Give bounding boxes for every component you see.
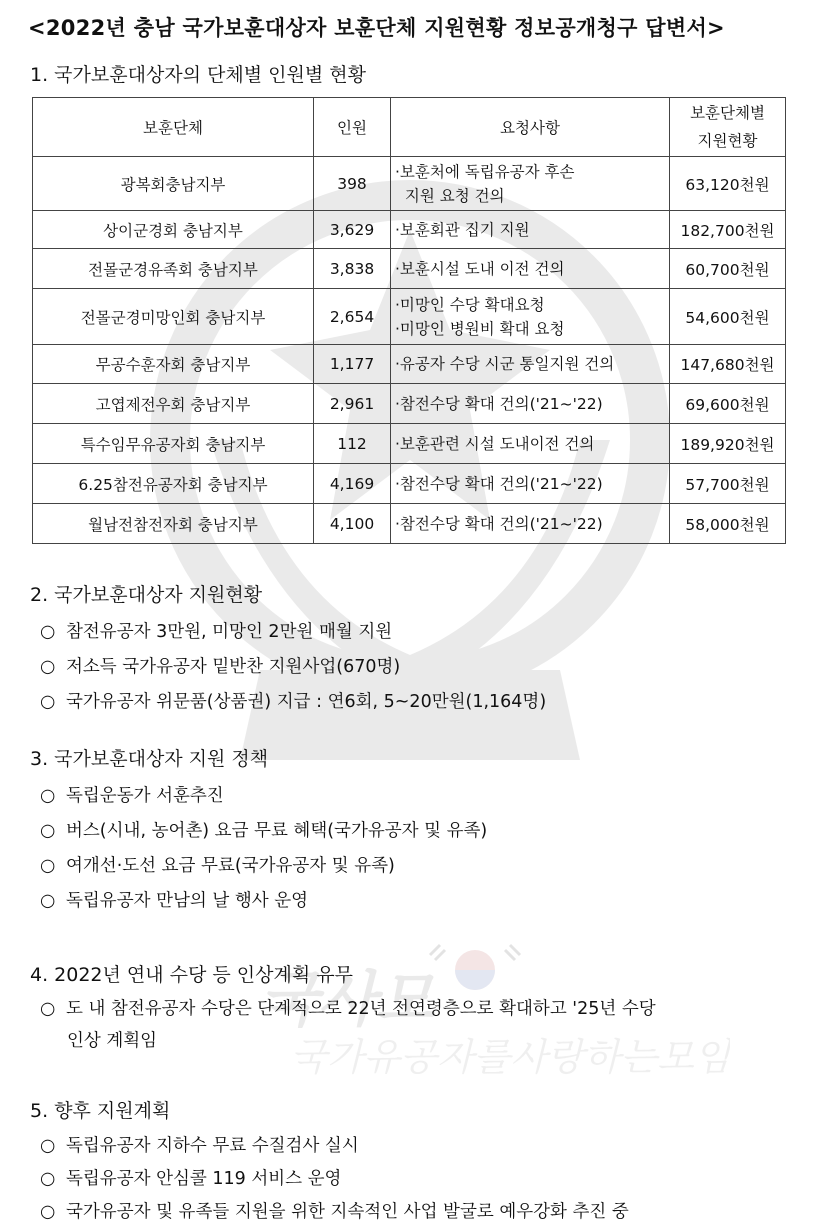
table-row: [33, 249, 786, 289]
list-item-text: 국가유공자 및 유족들 지원을 위한 지속적인 사업 발굴로 예우강화 추진 중: [66, 1202, 629, 1222]
bullet-circle: ○: [40, 1202, 56, 1222]
support-cell: 54,600천원: [670, 289, 786, 345]
support-cell: 182,700천원: [670, 211, 786, 249]
count-cell: 4,169: [314, 464, 391, 504]
support-cell: 58,000천원: [670, 504, 786, 544]
count-cell: 4,100: [314, 504, 391, 544]
support-header-line1: 보훈단체별: [690, 104, 765, 122]
support-cell: 57,700천원: [670, 464, 786, 504]
bullet-circle: ○: [40, 999, 56, 1019]
bullet-circle: ○: [40, 891, 56, 911]
support-cell: 189,920천원: [670, 424, 786, 464]
list-item-text: 독립유공자 안심콜 119 서비스 운영: [66, 1169, 342, 1189]
table-row: [33, 384, 786, 424]
support-cell: 147,680천원: [670, 345, 786, 384]
bullet-circle: ○: [40, 786, 56, 806]
section-2-heading: 2. 국가보훈대상자 지원현황: [30, 584, 263, 606]
list-item-text: 독립유공자 지하수 무료 수질검사 실시: [66, 1136, 359, 1156]
table-row: [33, 345, 786, 384]
org-cell: 전몰군경미망인회 충남지부: [33, 289, 314, 345]
table-row: [33, 211, 786, 249]
table-row: [33, 157, 786, 211]
request-cell: ·참전수당 확대 건의('21~'22): [391, 464, 670, 504]
bullet-circle: ○: [40, 1169, 56, 1189]
request-line: ·미망인 병원비 확대 요청: [395, 319, 565, 338]
list-item: [40, 1132, 359, 1157]
table-row: [33, 504, 786, 544]
svg-text:국사모: 국사모: [260, 965, 434, 1035]
org-cell: 상이군경회 충남지부: [33, 211, 314, 249]
col-count-header: 인원: [314, 98, 391, 157]
col-org-header: 보훈단체: [33, 98, 314, 157]
list-item: [40, 995, 656, 1020]
svg-text:국가유공자를사랑하는모임: 국가유공자를사랑하는모임: [290, 1035, 730, 1079]
org-cell: 광복회충남지부: [33, 157, 314, 211]
request-cell: ·참전수당 확대 건의('21~'22): [391, 384, 670, 424]
list-item: [40, 1165, 341, 1190]
request-cell: ·보훈회관 집기 지원: [391, 211, 670, 249]
list-item: [40, 852, 395, 877]
count-cell: 1,177: [314, 345, 391, 384]
org-cell: 6.25참전유공자회 충남지부: [33, 464, 314, 504]
count-cell: 2,654: [314, 289, 391, 345]
list-item: [40, 688, 546, 713]
bullet-circle: ○: [40, 657, 56, 677]
org-table: [32, 97, 786, 544]
list-item: [40, 618, 392, 643]
list-item: [40, 887, 308, 912]
request-cell: [391, 289, 670, 345]
document-title: <2022년 충남 국가보훈대상자 보훈단체 지원현황 정보공개청구 답변서>: [28, 16, 725, 40]
request-cell: ·보훈시설 도내 이전 건의: [391, 249, 670, 289]
org-cell: 전몰군경유족회 충남지부: [33, 249, 314, 289]
request-line: ·미망인 수당 확대요청: [395, 295, 545, 314]
section-3-heading: 3. 국가보훈대상자 지원 정책: [30, 748, 269, 770]
list-item-continuation: 인상 계획임: [67, 1031, 158, 1051]
bullet-circle: ○: [40, 856, 56, 876]
table-header-row: [33, 98, 786, 157]
col-request-header: 요청사항: [391, 98, 670, 157]
org-cell: 무공수훈자회 충남지부: [33, 345, 314, 384]
request-cell: [391, 157, 670, 211]
section-1-heading: 1. 국가보훈대상자의 단체별 인원별 현황: [30, 64, 366, 86]
request-cell: ·보훈관련 시설 도내이전 건의: [391, 424, 670, 464]
count-cell: 3,629: [314, 211, 391, 249]
list-item-text: 도 내 참전유공자 수당은 단계적으로 22년 전연령층으로 확대하고 '25년 수당: [66, 999, 656, 1019]
support-cell: 69,600천원: [670, 384, 786, 424]
request-line: 지원 요청 건의: [404, 186, 505, 205]
request-cell: ·유공자 수당 시군 통일지원 건의: [391, 345, 670, 384]
section-5-heading: 5. 향후 지원계획: [30, 1100, 171, 1122]
support-cell: 60,700천원: [670, 249, 786, 289]
request-cell: ·참전수당 확대 건의('21~'22): [391, 504, 670, 544]
org-cell: 월남전참전자회 충남지부: [33, 504, 314, 544]
list-item-text: 저소득 국가유공자 밑반찬 지원사업(670명): [66, 657, 401, 677]
list-item: [40, 782, 224, 807]
list-item: [40, 653, 400, 678]
list-item-text: 참전유공자 3만원, 미망인 2만원 매월 지원: [66, 622, 393, 642]
count-cell: 112: [314, 424, 391, 464]
list-item-text: 독립유공자 만남의 날 행사 운영: [66, 891, 309, 911]
section-4-heading: 4. 2022년 연내 수당 등 인상계획 유무: [30, 964, 353, 986]
request-line: ·보훈처에 독립유공자 후손: [395, 162, 575, 181]
list-item: [40, 1198, 629, 1223]
list-item-text: 여개선·도선 요금 무료(국가유공자 및 유족): [66, 856, 395, 876]
table-row: [33, 289, 786, 345]
org-cell: 고엽제전우회 충남지부: [33, 384, 314, 424]
count-cell: 3,838: [314, 249, 391, 289]
count-cell: 398: [314, 157, 391, 211]
list-item: [40, 817, 487, 842]
table-row: [33, 464, 786, 504]
col-support-header: [670, 98, 786, 157]
support-header-line2: 지원현황: [697, 132, 758, 150]
bullet-circle: ○: [40, 1136, 56, 1156]
table-row: [33, 424, 786, 464]
list-item-text: 국가유공자 위문품(상품권) 지급 : 연6회, 5~20만원(1,164명): [66, 692, 547, 712]
list-item-text: 독립운동가 서훈추진: [66, 786, 224, 806]
count-cell: 2,961: [314, 384, 391, 424]
bullet-circle: ○: [40, 821, 56, 841]
support-cell: 63,120천원: [670, 157, 786, 211]
bullet-circle: ○: [40, 622, 56, 642]
org-cell: 특수임무유공자회 충남지부: [33, 424, 314, 464]
bullet-circle: ○: [40, 692, 56, 712]
list-item-text: 버스(시내, 농어촌) 요금 무료 혜택(국가유공자 및 유족): [66, 821, 488, 841]
